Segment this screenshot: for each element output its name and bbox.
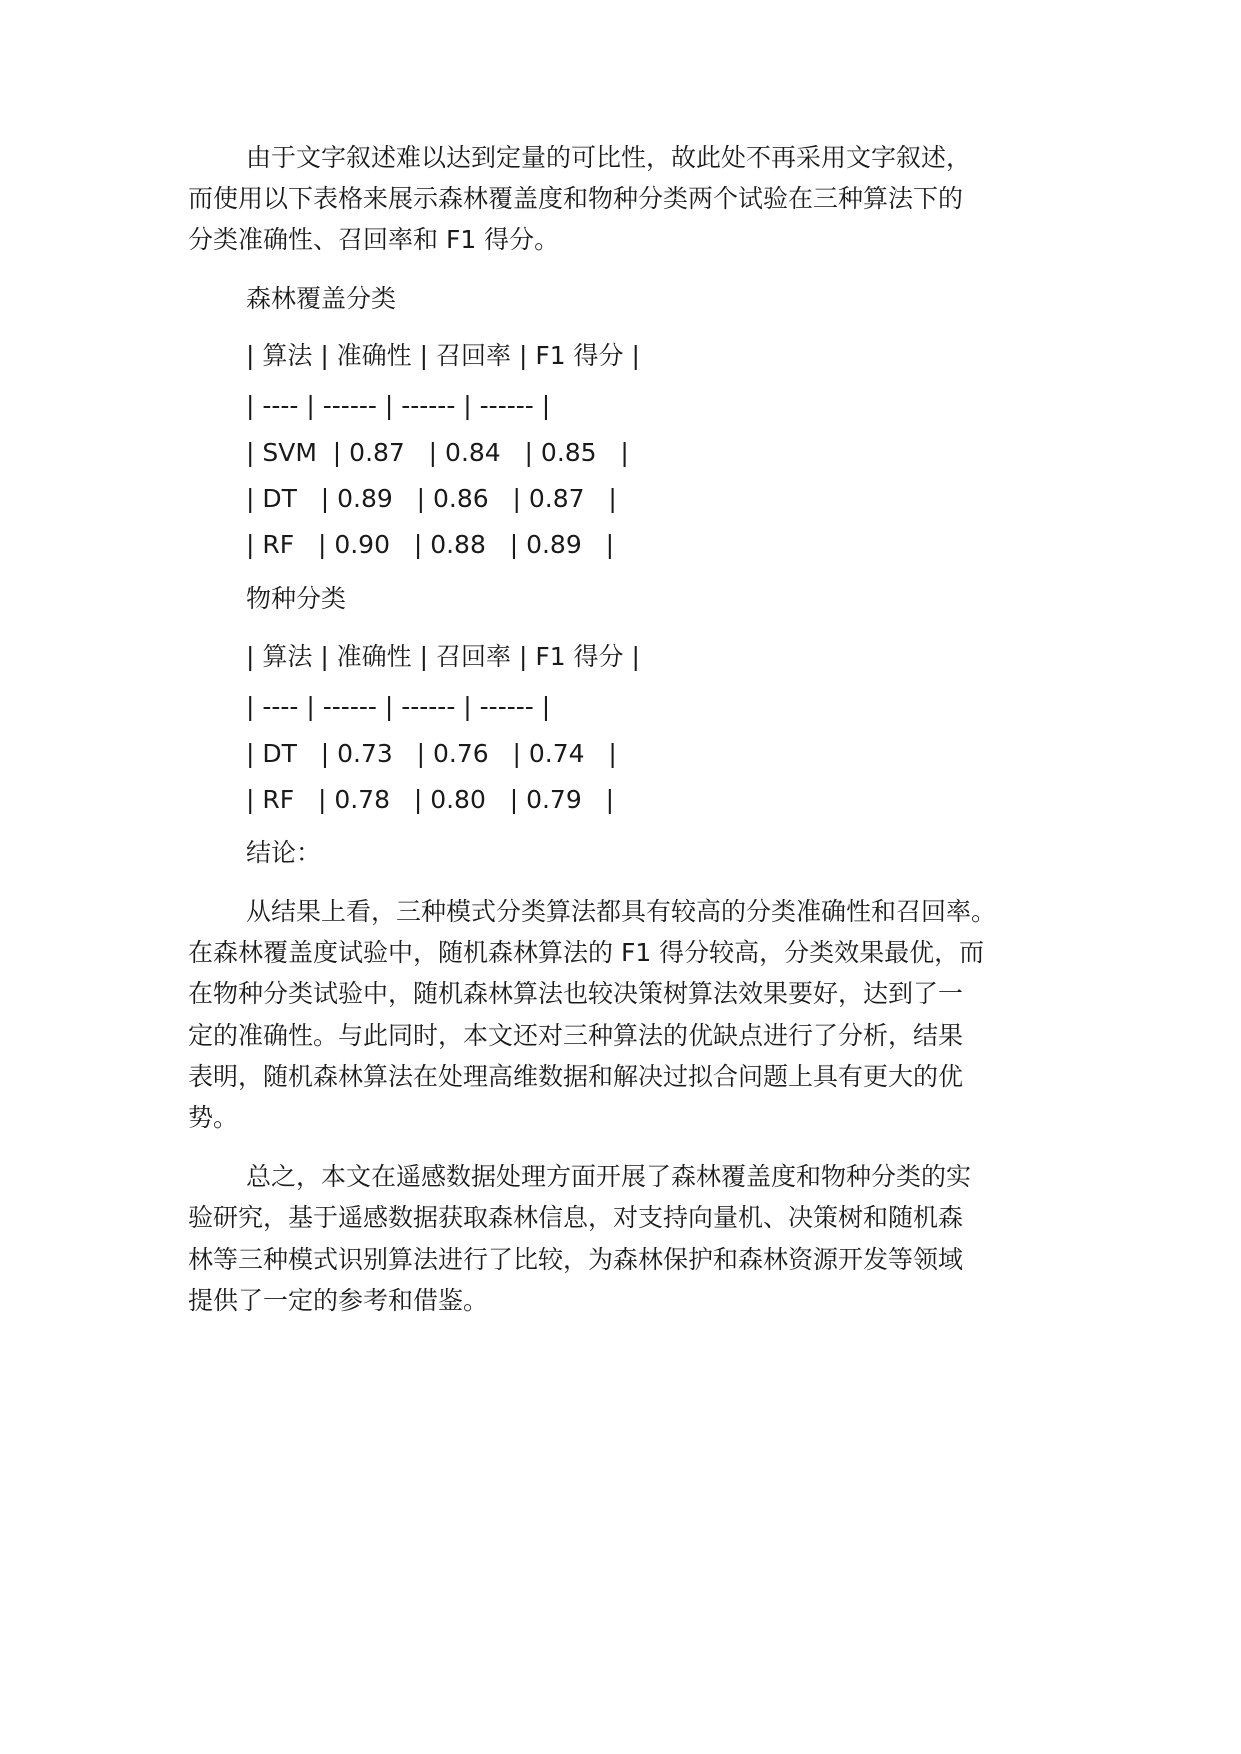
intro-line-2: 而使用以下表格来展示森林覆盖度和物种分类两个试验在三种算法下的: [188, 184, 964, 213]
summary-line-4: 提供了一定的参考和借鉴。: [188, 1286, 489, 1315]
conclusion-line-6: 势。: [188, 1103, 239, 1132]
conclusion-line-3: 在物种分类试验中，随机森林算法也较决策树算法效果要好，达到了一: [188, 979, 964, 1008]
conclusion-line-5: 表明，随机森林算法在处理高维数据和解决过拟合问题上具有更大的优: [188, 1062, 964, 1091]
document-page: [188, 0, 1068, 1754]
species-table-header-row: | 算法 | 准确性 | 召回率 | F1 得分 |: [246, 642, 640, 671]
summary-line-3: 林等三种模式识别算法进行了比较，为森林保护和森林资源开发等领域: [188, 1245, 964, 1274]
summary-line-2: 验研究，基于遥感数据获取森林信息，对支持向量机、决策树和随机森: [188, 1203, 964, 1232]
forest-table-header-row: | 算法 | 准确性 | 召回率 | F1 得分 |: [246, 341, 640, 370]
intro-line-1: 由于文字叙述难以达到定量的可比性，故此处不再采用文字叙述，: [246, 143, 972, 172]
forest-table-row: | SVM | 0.87 | 0.84 | 0.85 |: [246, 438, 629, 467]
forest-table-row: | RF | 0.90 | 0.88 | 0.89 |: [246, 530, 615, 559]
conclusion-line-4: 定的准确性。与此同时，本文还对三种算法的优缺点进行了分析，结果: [188, 1021, 964, 1050]
forest-table-row: | DT | 0.89 | 0.86 | 0.87 |: [246, 484, 617, 513]
forest-table-heading: 森林覆盖分类: [246, 284, 397, 313]
species-table-separator-row: | ---- | ------ | ------ | ------ |: [246, 692, 551, 721]
conclusion-line-1: 从结果上看，三种模式分类算法都具有较高的分类准确性和召回率。: [246, 897, 997, 926]
forest-table-separator-row: | ---- | ------ | ------ | ------ |: [246, 391, 551, 420]
intro-line-3: 分类准确性、召回率和 F1 得分。: [188, 225, 560, 254]
species-table-heading: 物种分类: [246, 584, 347, 613]
species-table-row: | DT | 0.73 | 0.76 | 0.74 |: [246, 739, 617, 768]
conclusion-label: 结论：: [246, 838, 322, 867]
summary-line-1: 总之，本文在遥感数据处理方面开展了森林覆盖度和物种分类的实: [246, 1162, 972, 1191]
conclusion-line-2: 在森林覆盖度试验中，随机森林算法的 F1 得分较高，分类效果最优，而: [188, 938, 985, 967]
species-table-row: | RF | 0.78 | 0.80 | 0.79 |: [246, 785, 615, 814]
